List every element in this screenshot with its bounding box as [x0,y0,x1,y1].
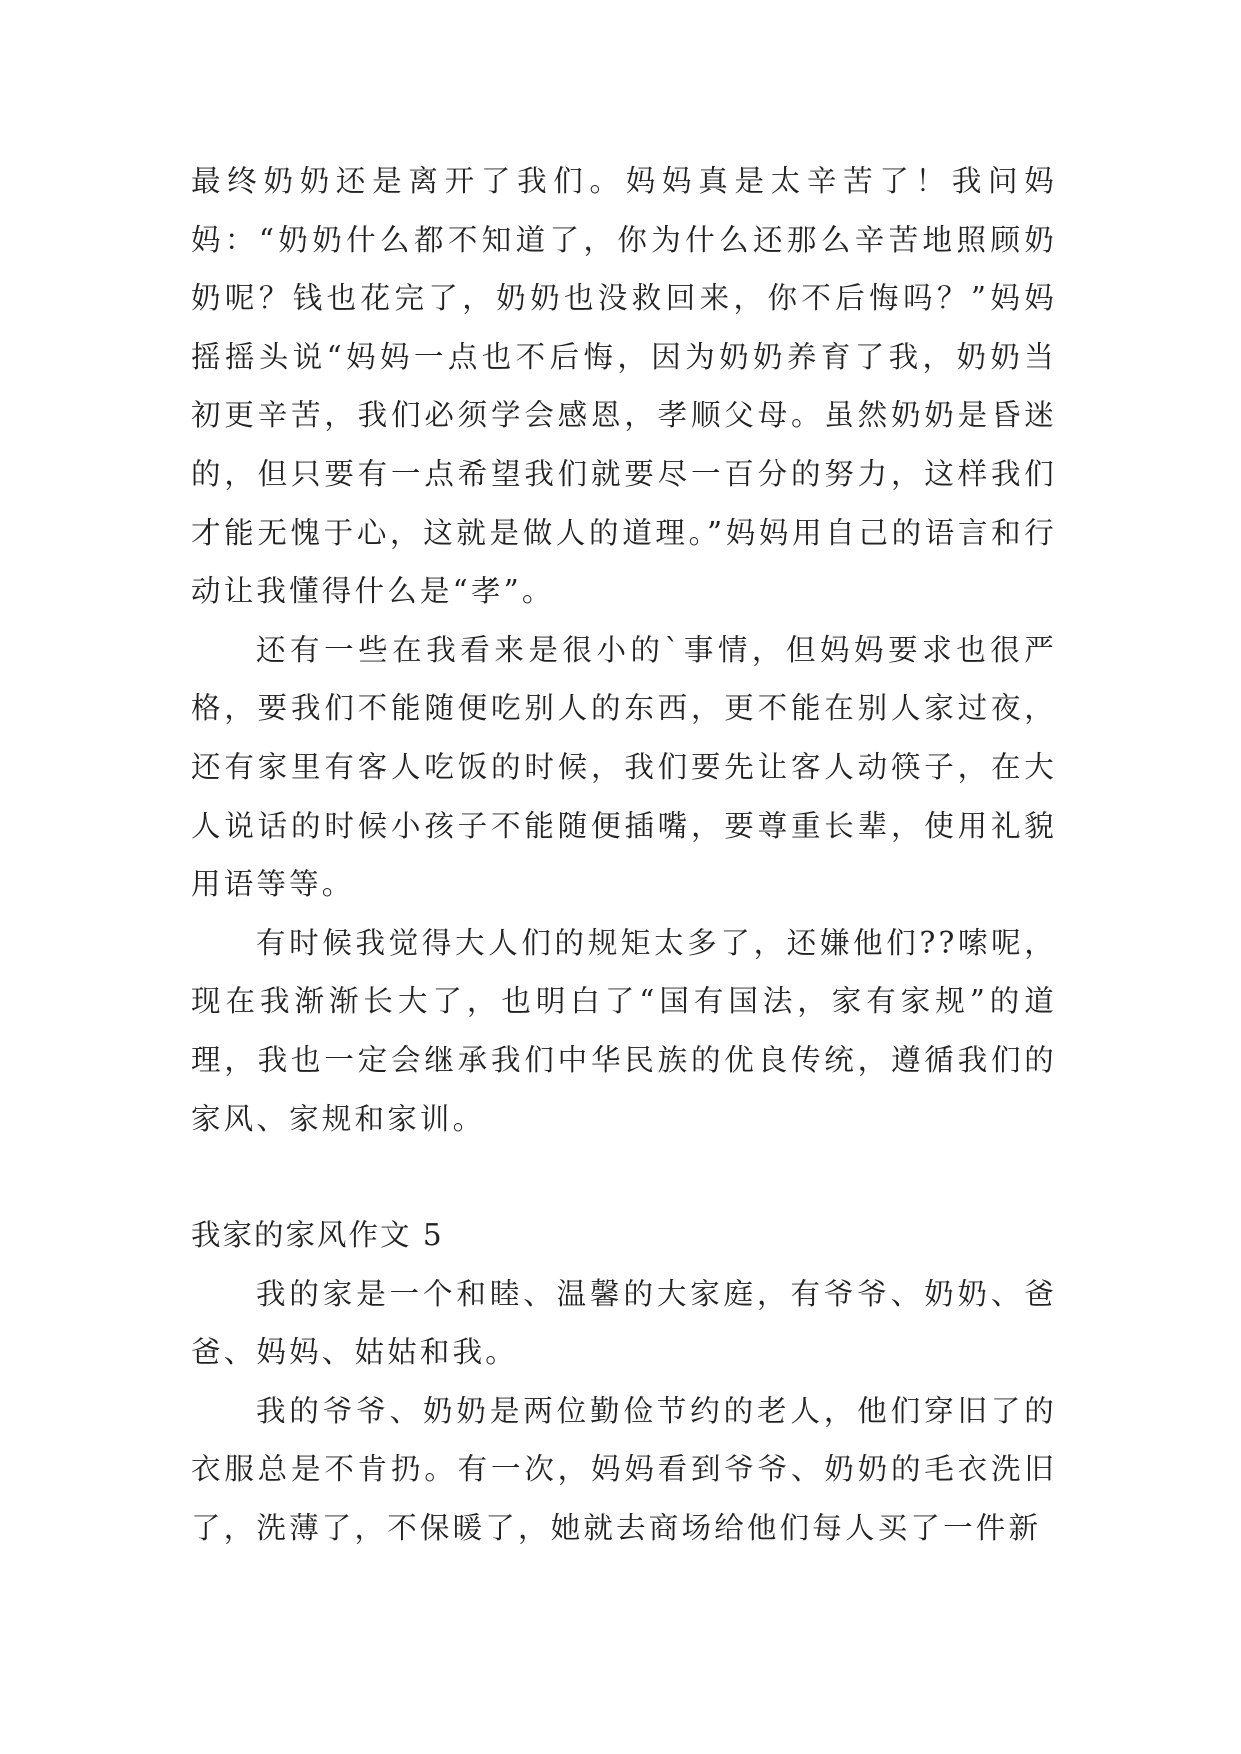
paragraph-family-rules: 有时候我觉得大人们的规矩太多了，还嫌他们??嗦呢，现在我渐渐长大了，也明白了“国有国法，家有家规”的道理，我也一定会继承我们中华民族的优良传统，遵循我们的家风、家规和家训。 [191,925,1057,1136]
paragraph-mom-rules: 还有一些在我看来是很小的`事情，但妈妈要求也很严格，要我们不能随便吃别人的东西，更不能在别人家过夜，还有家里有客人吃饭的时候，我们要先让客人动筷子，在大人说话的时候小孩子不能随便插嘴，要尊重长辈，使用礼貌用语等等。 [191,632,1057,902]
paragraph-grandma-care: 最终奶奶还是离开了我们。妈妈真是太辛苦了！我问妈妈：“奶奶什么都不知道了，你为什么还那么辛苦地照顾奶奶呢？钱也花完了，奶奶也没救回来，你不后悔吗？”妈妈摇摇头说“妈妈一点也不后悔，因为奶奶养育了我，奶奶当初更辛苦，我们必须学会感恩，孝顺父母。虽然奶奶是昏迷的，但只要有一点希望我们就要尽一百分的努力，这样我们才能无愧于心，这就是做人的道理。”妈妈用自己的语言和行动让我懂得什么是“孝”。 [191,164,1057,609]
document-body [191,152,1057,1558]
paragraph-grandparents-thrift: 我的爷爷、奶奶是两位勤俭节约的老人，他们穿旧了的衣服总是不肯扔。有一次，妈妈看到爷爷、奶奶的毛衣洗旧了，洗薄了，不保暖了，她就去商场给他们每人买了一件新 [191,1393,1057,1546]
paragraph-family-intro: 我的家是一个和睦、温馨的大家庭，有爷爷、奶奶、爸爸、妈妈、姑姑和我。 [191,1276,1057,1370]
section-title: 我家的家风作文 5 [191,1218,444,1253]
